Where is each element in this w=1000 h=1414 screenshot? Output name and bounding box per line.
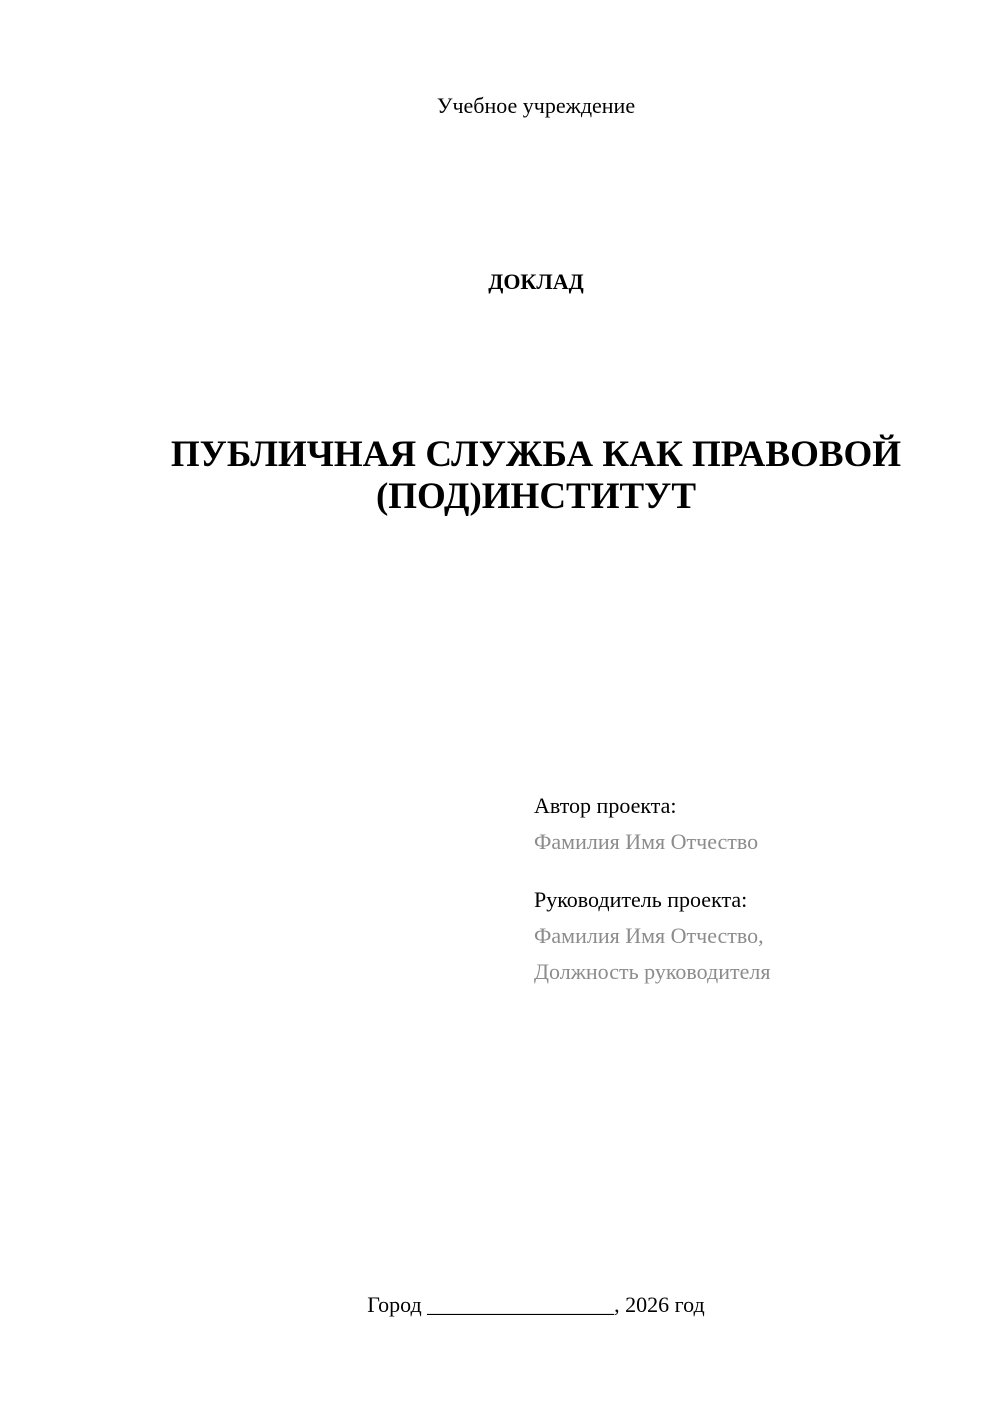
supervisor-label: Руководитель проекта: [534,887,748,912]
supervisor-position: Должность руководителя [534,959,771,984]
document-type: ДОКЛАД [488,269,584,294]
supervisor-name: Фамилия Имя Отчество, [534,923,764,948]
author-group [534,788,974,860]
author-name: Фамилия Имя Отчество [534,829,759,854]
credits-block [534,788,974,990]
document-title-line-2: (ПОД)ИНСТИТУТ [375,476,697,517]
supervisor-group [534,882,974,990]
document-title [100,434,972,518]
institution-name: Учебное учреждение [436,93,636,118]
city-year-line: Город _________________, 2026 год [367,1292,705,1317]
document-title-line-1: ПУБЛИЧНАЯ СЛУЖБА КАК ПРАВОВОЙ [170,434,902,475]
author-label: Автор проекта: [534,793,677,818]
